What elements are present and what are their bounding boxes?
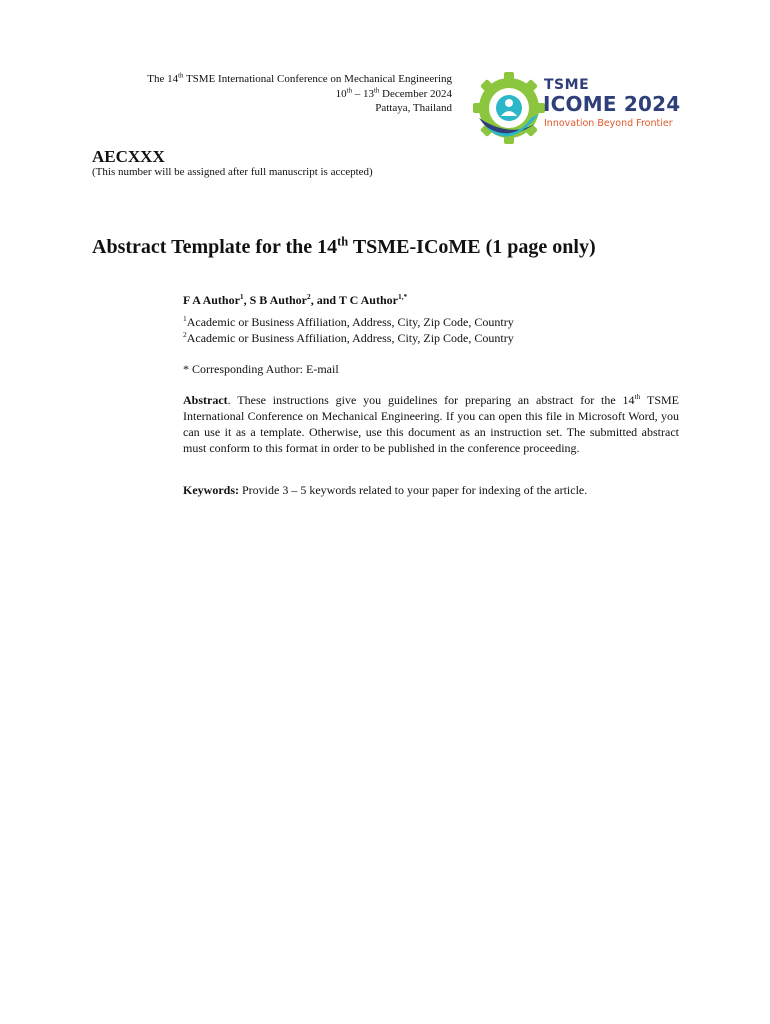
paper-id: AECXXX — [92, 147, 165, 166]
conference-header — [80, 72, 452, 116]
conference-name: The 14th TSME International Conference on Mechanical Engineering — [147, 72, 452, 85]
author-list: F A Author$^1$, S B Author$^2$, and T C Author$^{1,*}$ — [183, 292, 408, 307]
paper-id-note: (This number will be assigned after full manuscript is accepted) — [92, 166, 373, 178]
abstract-paragraph: Abstract. These instructions give you guidelines for preparing an abstract for the 14th TSME International Conference on Mechanical Engineering. If you can open this file in Microsoft Word, you can use it as a template. Otherwise, use this document as an instruction set. The submitted abstract must conform to this format in order to be published in the conference proceeding. — [183, 392, 679, 455]
keywords-line: Keywords: Provide 3 – 5 keywords related to your paper for indexing of the article. — [183, 483, 588, 497]
logo-line2: ICOME 2024 — [543, 92, 681, 116]
logo-tagline: Innovation Beyond Frontier — [544, 118, 673, 129]
conference-dates: 10th – 13th December 2024 — [335, 86, 452, 100]
conference-location: Pattaya, Thailand — [375, 102, 452, 114]
corresponding-author: * Corresponding Author: E-mail — [183, 362, 339, 376]
affiliation-1: $^1$Academic or Business Affiliation, Address, City, Zip Code, Country — [183, 314, 514, 329]
affiliation-2: $^2$Academic or Business Affiliation, Address, City, Zip Code, Country — [183, 330, 514, 345]
logo-line1: TSME — [544, 77, 590, 93]
page-title: Abstract Template for the 14th TSME-ICoME (1 page only) — [92, 234, 596, 258]
